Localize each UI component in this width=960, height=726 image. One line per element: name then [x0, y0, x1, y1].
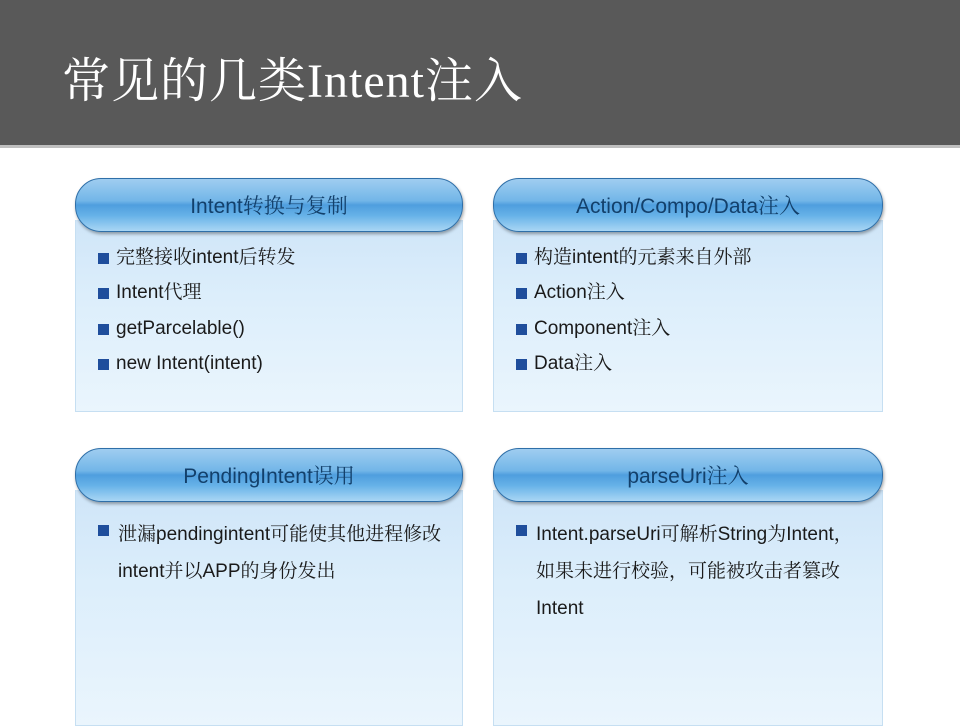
- square-bullet-icon: [98, 253, 109, 264]
- card-body-pendingintent: [75, 490, 463, 726]
- square-bullet-icon: [98, 288, 109, 299]
- paragraph-text: Intent.parseUri可解析String为Intent，如果未进行校验，可能被攻击者篡改Intent: [536, 524, 853, 620]
- card-title-text: PendingIntent误用: [183, 465, 355, 488]
- card-header-action-compo-data: [493, 178, 883, 232]
- list-item: [98, 246, 446, 270]
- paragraph-item: [516, 516, 866, 627]
- list-item-label: 构造intent的元素来自外部: [534, 247, 752, 268]
- card-title-text: parseUri注入: [627, 465, 749, 488]
- card-header-intent-convert: [75, 178, 463, 232]
- card-action-compo-data: [493, 178, 883, 412]
- content-grid: [0, 151, 960, 720]
- card-body-action-compo-data: [493, 220, 883, 412]
- list-item: [516, 281, 866, 305]
- list-item: [516, 317, 866, 341]
- card-header-pendingintent: [75, 448, 463, 502]
- list-item-label: getParcelable(): [116, 317, 245, 339]
- list-item: [98, 281, 446, 305]
- square-bullet-icon: [98, 525, 109, 536]
- card-title-text: Action/Compo/Data注入: [575, 195, 801, 218]
- paragraph-item: [98, 516, 446, 590]
- list-item-label: 完整接收intent后转发: [116, 247, 296, 268]
- square-bullet-icon: [98, 324, 109, 335]
- list-item-label: Data注入: [534, 352, 613, 374]
- paragraph-text: 泄漏pendingintent可能使其他进程修改intent并以APP的身份发出: [118, 524, 442, 583]
- square-bullet-icon: [516, 288, 527, 299]
- list-item-label: new Intent(intent): [116, 352, 263, 374]
- card-body-parseuri: [493, 490, 883, 726]
- card-parseuri: [493, 448, 883, 726]
- card-pendingintent: [75, 448, 463, 726]
- square-bullet-icon: [98, 359, 109, 370]
- list-item-label: Component注入: [534, 317, 671, 339]
- list-item: [516, 352, 866, 376]
- card-intent-convert: [75, 178, 463, 412]
- card-header-parseuri: [493, 448, 883, 502]
- square-bullet-icon: [516, 253, 527, 264]
- list-item: [516, 246, 866, 270]
- card-body-intent-convert: [75, 220, 463, 412]
- list-item: [98, 352, 446, 376]
- square-bullet-icon: [516, 359, 527, 370]
- card-title-text: Intent转换与复制: [190, 195, 348, 218]
- square-bullet-icon: [516, 324, 527, 335]
- page-title: 常见的几类Intent注入: [62, 55, 523, 108]
- list-item: [98, 317, 446, 341]
- list-item-label: Intent代理: [116, 282, 202, 304]
- square-bullet-icon: [516, 525, 527, 536]
- list-item-label: Action注入: [534, 282, 625, 304]
